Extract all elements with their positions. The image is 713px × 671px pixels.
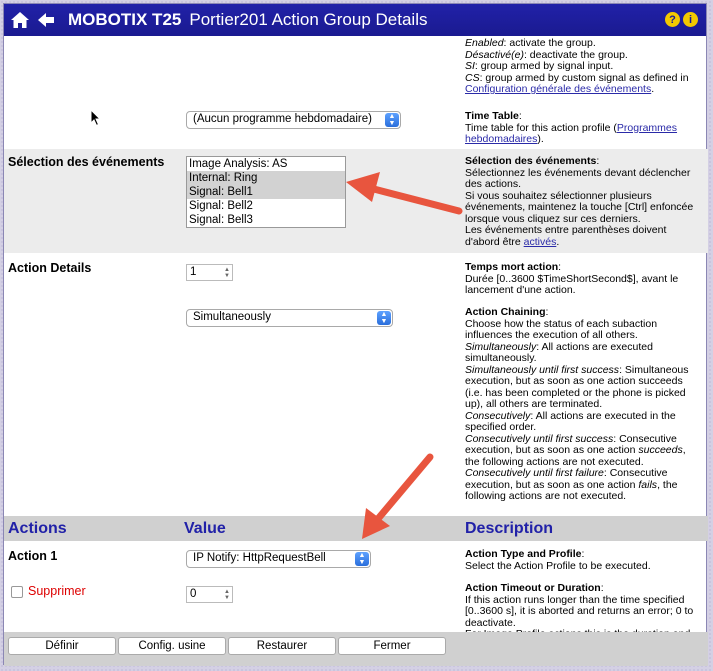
delete-label: Supprimer <box>28 584 86 598</box>
action-chaining-select[interactable] <box>186 309 393 327</box>
action-type-description <box>465 549 701 572</box>
event-selection-description <box>465 156 701 248</box>
time-table-desc-colon: : <box>518 110 522 122</box>
actions-section-header <box>4 516 708 541</box>
action-timeout-desc-colon: : <box>600 582 604 594</box>
button-bar <box>4 632 708 666</box>
dead-time-desc-colon: : <box>558 261 562 273</box>
mouse-cursor-icon <box>90 109 102 127</box>
event-config-link[interactable]: Configuration générale des événements <box>465 83 652 95</box>
sim-text: : All actions are executed simultaneously. <box>465 340 653 364</box>
chevron-updown-icon: ▲ ▼ <box>355 552 369 566</box>
consfs-text1: : Consecutive execution, but as soon as one action <box>465 432 677 456</box>
dead-time-desc-title: Temps mort action <box>465 261 559 273</box>
dead-time-value: 1 <box>190 266 197 278</box>
stepper-arrows-icon: ▲ ▼ <box>224 267 230 279</box>
chevron-updown-icon: ▲ ▼ <box>377 311 391 325</box>
simfs-text: : Simultaneous execution, but as soon as one action succeeds (i.e. has been completed or the phone is picked up), all others are terminated. <box>465 363 689 410</box>
disabled-text: : deactivate the group. <box>523 48 628 61</box>
dead-time-description <box>465 262 701 297</box>
time-table-value: (Aucun programme hebdomadaire) <box>193 113 372 125</box>
consfs-em: succeeds <box>638 444 683 456</box>
event-desc-end: . <box>556 235 560 248</box>
back-arrow-icon[interactable] <box>34 8 58 32</box>
event-option[interactable]: Signal: Bell1 <box>187 185 345 199</box>
consff-text2: , the following actions are not executed. <box>465 478 678 502</box>
delete-checkbox[interactable] <box>11 586 23 598</box>
event-selection-label: Sélection des événements <box>8 155 165 169</box>
si-text: : group armed by signal input. <box>474 60 614 72</box>
consff-em: fails <box>638 478 658 491</box>
enable-state-description <box>465 38 701 96</box>
consfs-text2: , the following actions are not executed. <box>465 444 686 468</box>
action-type-desc-title: Action Type and Profile <box>465 548 582 560</box>
time-table-description <box>465 111 701 146</box>
weekly-programs-link[interactable]: Programmes hebdomadaires <box>465 121 678 145</box>
cons-text: : All actions are executed in the specified order. <box>465 409 676 433</box>
close-button[interactable]: Fermer <box>338 637 446 655</box>
cons-term: Consecutively <box>465 409 531 422</box>
event-desc-line3: Les événements entre parenthèses doivent d'abord être <box>465 224 667 248</box>
simfs-term: Simultaneously until first success <box>465 363 620 376</box>
si-term: SI <box>465 60 475 72</box>
action-profile-select[interactable] <box>186 550 371 568</box>
sim-term: Simultaneously <box>465 340 537 353</box>
action-chaining-value: Simultaneously <box>193 311 271 323</box>
disabled-term: Désactivé(e) <box>465 48 524 61</box>
event-desc-colon: : <box>596 155 600 167</box>
action-type-desc-text: Select the Action Profile to be executed. <box>465 559 651 572</box>
chaining-desc-colon: : <box>545 306 549 318</box>
action-timeout-stepper[interactable] <box>186 586 233 603</box>
event-option[interactable]: Image Analysis: AS <box>189 158 288 170</box>
action-timeout-value: 0 <box>190 588 197 600</box>
event-option[interactable]: Internal: Ring <box>187 171 345 185</box>
time-table-desc-title: Time Table <box>465 110 519 122</box>
action-details-label: Action Details <box>8 261 92 275</box>
description-column-header: Description <box>465 520 554 537</box>
stepper-arrows-icon: ▲ ▼ <box>224 589 230 601</box>
factory-settings-button[interactable]: Config. usine <box>118 637 226 655</box>
event-selection-row <box>4 149 708 253</box>
value-column-header: Value <box>184 520 226 537</box>
event-desc-title: Sélection des événements <box>465 155 597 167</box>
restore-button[interactable]: Restaurer <box>228 637 336 655</box>
actions-column-header: Actions <box>8 520 67 537</box>
time-table-select[interactable] <box>186 111 401 129</box>
cs-end: . <box>651 83 655 95</box>
define-button[interactable]: Définir <box>8 637 116 655</box>
event-desc-line2: Si vous souhaitez sélectionner plusieurs événements, maintenez la touche [Ctrl] enfoncée lorsque vous cliquez sur ces derniers. <box>465 189 694 225</box>
info-icon[interactable]: i <box>683 12 698 27</box>
dead-time-stepper[interactable] <box>186 264 233 281</box>
brand-title: MOBOTIX T25 <box>68 10 182 29</box>
event-option[interactable]: Signal: Bell3 <box>189 214 253 226</box>
event-option[interactable]: Signal: Bell2 <box>189 200 253 212</box>
action-timeout-desc-text: If this action runs longer than the time specified [0..3600 s], it is aborted and returns an error; 0 to deactivate. <box>465 593 694 629</box>
event-desc-line1: Sélectionnez les événements devant déclencher des actions. <box>465 166 691 190</box>
help-icon[interactable]: ? <box>665 12 680 27</box>
consff-text1: : Consecutive execution, but as soon as one action <box>465 467 668 491</box>
enabled-text: : activate the group. <box>503 37 596 49</box>
time-table-desc-end: ). <box>537 133 544 145</box>
action-chaining-description <box>465 307 701 503</box>
action-profile-value: IP Notify: HttpRequestBell <box>193 552 326 564</box>
action-timeout-desc-title: Action Timeout or Duration <box>465 582 601 594</box>
chevron-updown-icon: ▲ ▼ <box>385 113 399 127</box>
consff-term: Consecutively until first failure <box>465 467 604 479</box>
title-bar <box>4 4 706 36</box>
page-title: Portier201 Action Group Details <box>189 10 428 29</box>
cs-term: CS <box>465 71 480 84</box>
enabled-term: Enabled <box>465 37 504 49</box>
cs-text: : group armed by custom signal as defined in <box>479 71 689 84</box>
time-table-desc-text: Time table for this action profile ( <box>465 121 617 134</box>
chaining-desc-title: Action Chaining <box>465 306 546 318</box>
chaining-intro: Choose how the status of each subaction influences the execution of all others. <box>465 317 658 341</box>
event-selection-listbox[interactable] <box>186 156 346 228</box>
action-group-window <box>3 3 707 665</box>
action-type-desc-colon: : <box>581 548 585 560</box>
dead-time-desc-text: Durée [0..3600 $TimeShortSecond$], avant le lancement d'une action. <box>465 272 679 296</box>
form-content <box>4 36 708 632</box>
consfs-term: Consecutively until first success <box>465 432 614 445</box>
action-1-label: Action 1 <box>8 549 58 563</box>
activated-link[interactable]: activés <box>523 235 557 248</box>
home-icon[interactable] <box>8 8 32 32</box>
